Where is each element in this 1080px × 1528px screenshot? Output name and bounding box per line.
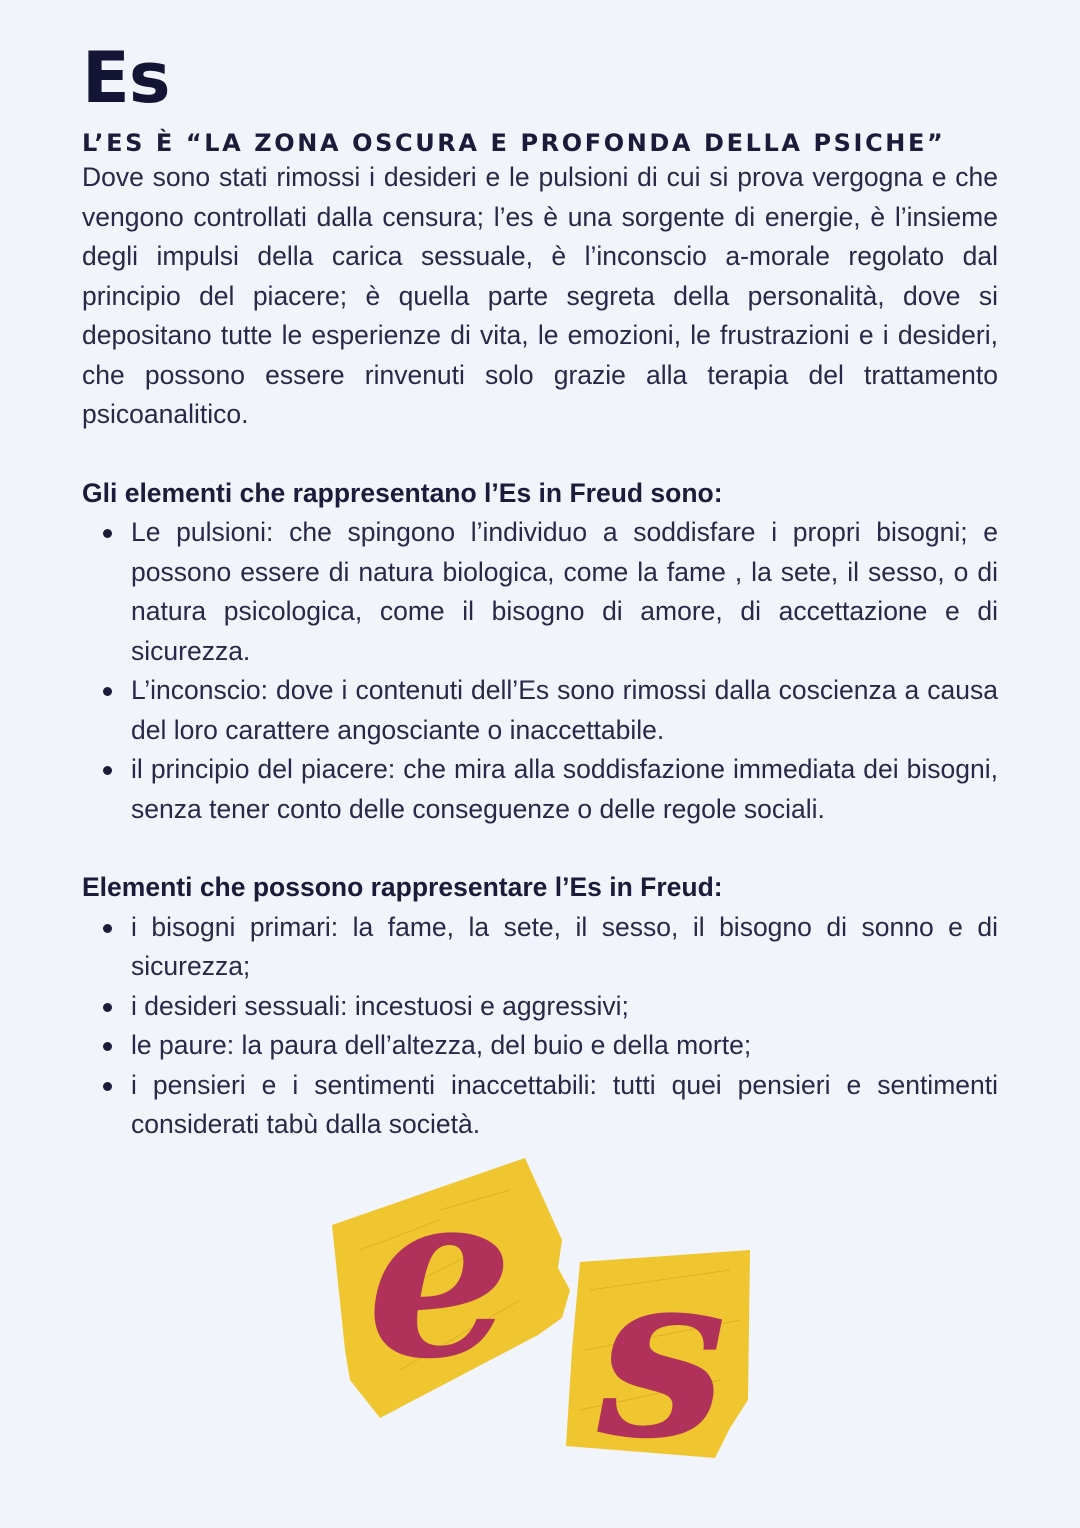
letter-s: s — [597, 1220, 727, 1470]
section1-list — [82, 513, 998, 829]
list-item: i pensieri e i sentimenti inaccettabili: tutti quei pensieri e sentimenti considerati tabù dalla società. — [131, 1066, 998, 1145]
list-item: i desideri sessuali: incestuosi e aggressivi; — [131, 987, 998, 1027]
tile-e — [332, 1150, 570, 1418]
list-item: L’inconscio: dove i contenuti dell’Es sono rimossi dalla coscienza a causa del loro carattere angosciante o inaccettabile. — [131, 671, 998, 750]
section2-heading: Elementi che possono rappresentare l’Es in Freud: — [82, 872, 723, 902]
intro-paragraph: Dove sono stati rimossi i desideri e le pulsioni di cui si prova vergogna e che vengono controllati dalla censura; l’es è una sorgente di energie, è l’insieme degli impulsi della carica sessuale, è l’inconscio a-morale regolato dal principio del piacere; è quella parte segreta della personalità, dove si depositano tutte le esperienze di vita, le emozioni, le frustrazioni e i desideri, che possono essere rinvenuti solo grazie alla terapia del trattamento psicoanalitico. — [82, 162, 998, 429]
letter-e: e — [366, 1150, 514, 1410]
list-item: i bisogni primari: la fame, la sete, il sesso, il bisogno di sonno e di sicurezza; — [131, 908, 998, 987]
es-cutout-logo — [320, 1150, 760, 1470]
section2-list — [82, 908, 998, 1145]
page-content — [82, 38, 998, 1145]
page-subtitle: L’ES È “LA ZONA OSCURA E PROFONDA DELLA PSICHE” — [82, 129, 946, 157]
list-item: le paure: la paura dell’altezza, del buio e della morte; — [131, 1026, 998, 1066]
list-item: Le pulsioni: che spingono l’individuo a soddisfare i propri bisogni; e possono essere di natura biologica, come la fame , la sete, il sesso, o di natura psicologica, come il bisogno di amore, di accettazione e di sicurezza. — [131, 513, 998, 671]
tile-s — [566, 1220, 750, 1470]
section1-heading: Gli elementi che rappresentano l’Es in Freud sono: — [82, 477, 723, 508]
page-title: Es — [82, 37, 170, 119]
list-item: il principio del piacere: che mira alla soddisfazione immediata dei bisogni, senza tener conto delle conseguenze o delle regole sociali. — [131, 750, 998, 829]
